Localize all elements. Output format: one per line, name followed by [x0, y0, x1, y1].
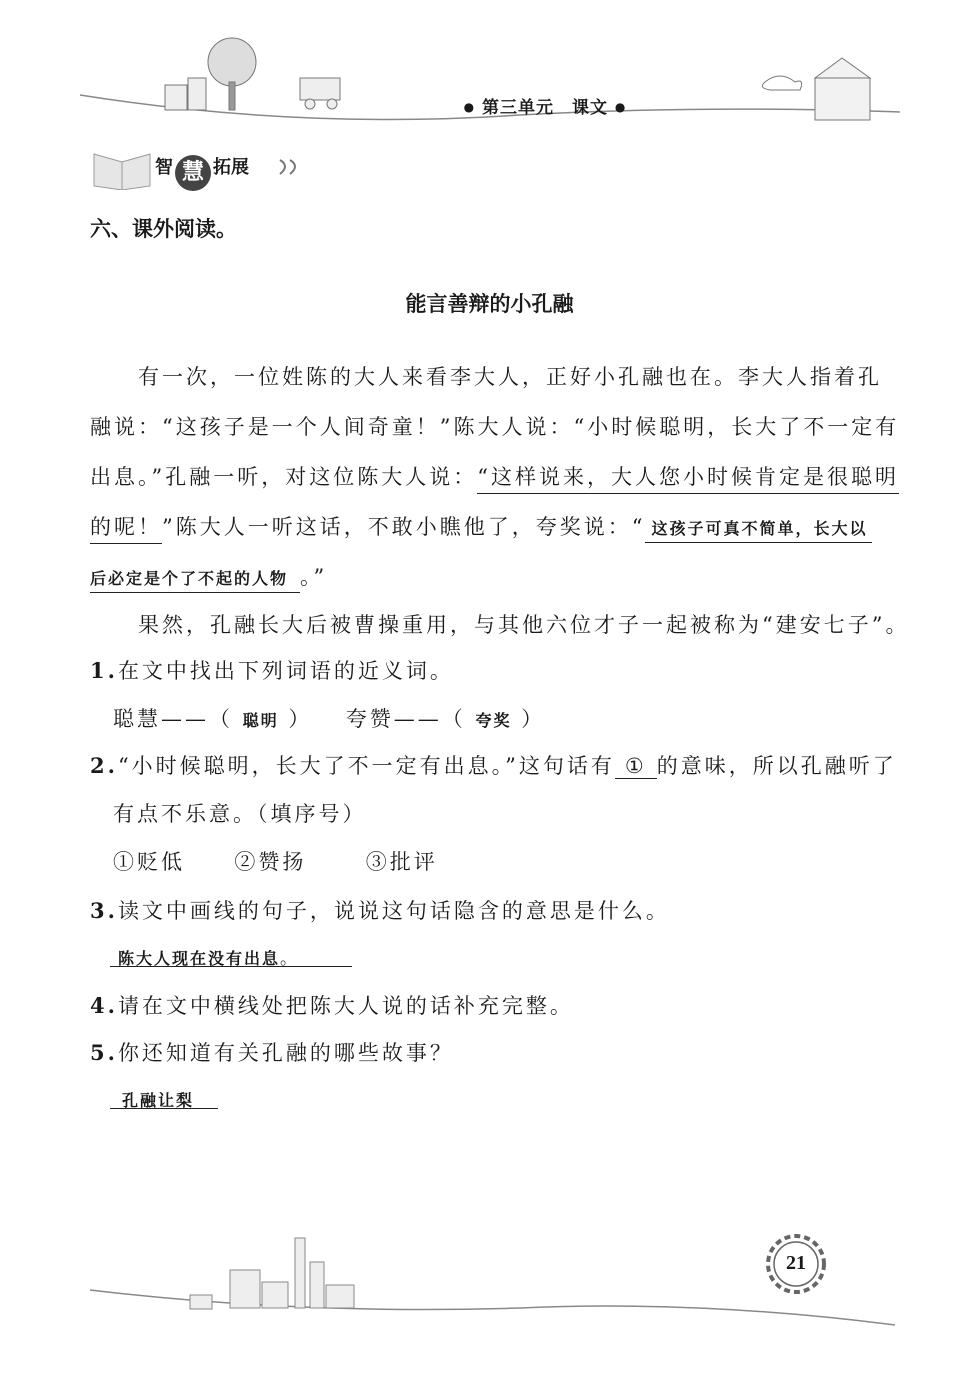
story-title: 能言善辩的小孔融: [405, 292, 574, 316]
story-line-4: 的呢！”陈大人一听这话，不敢小瞧他了，夸奖说：“ 这孩子可真不简单，长大以: [90, 511, 872, 541]
section-title: 六、课外阅读。: [90, 217, 237, 241]
header-decoration: [0, 0, 979, 140]
banner-title: 智 慧 拓展: [155, 153, 249, 191]
story-line-1: 有一次，一位姓陈的大人来看李大人，正好小孔融也在。李大人指着孔: [138, 365, 882, 389]
answer-1a: 聪明: [242, 711, 279, 730]
question-5: 5.你还知道有关孔融的哪些故事？: [90, 1040, 454, 1065]
fill-answer-part2: 后必定是个了不起的人物: [90, 569, 300, 593]
option-1: ①贬低: [113, 850, 185, 874]
tree-icon: [208, 38, 256, 110]
answer-1b: 夸奖: [475, 711, 512, 730]
story-line-5: 后必定是个了不起的人物 。”: [90, 561, 327, 591]
unit-label: ● 第三单元 课文 ●: [463, 98, 627, 118]
question-2-line-2: 有点不乐意。（填序号）: [113, 802, 367, 826]
city-skyline-icon: [190, 1238, 354, 1309]
story-line-2: 融说：“这孩子是一个人间奇童！”陈大人说：“小时候聪明，长大了不一定有: [90, 415, 900, 439]
answer-2: ①: [615, 754, 657, 779]
underlined-sentence-end: 的呢！: [90, 515, 162, 544]
question-1-answers: 聪慧——（ 聪明 ） 夸赞——（ 夸奖 ）: [113, 707, 546, 731]
question-2-options: [113, 846, 438, 876]
fill-answer-part1: 这孩子可真不简单，长大以: [645, 519, 871, 543]
story-line-3: 出息。”孔融一听，对这位陈大人说：“这样说来，大人您小时候肯定是很聪明: [90, 461, 899, 491]
answer-3-line: [110, 966, 352, 967]
buildings-icon: [165, 78, 340, 110]
option-3: ③批评: [365, 850, 438, 874]
question-3: 3.读文中画线的句子，说说这句话隐含的意思是什么。: [90, 898, 670, 923]
question-4: 4.请在文中横线处把陈大人说的话补充完整。: [90, 993, 574, 1018]
question-1: 1.在文中找出下列词语的近义词。: [90, 658, 454, 683]
story-line-6: 果然，孔融长大后被曹操重用，与其他六位才子一起被称为“建安七子”。: [138, 613, 910, 637]
house-icon: [762, 58, 870, 120]
answer-3: 陈大人现在没有出息。: [118, 949, 298, 969]
footer-decoration: [0, 1220, 979, 1340]
answer-5: 孔融让梨: [122, 1091, 195, 1110]
page-number: 21: [786, 1252, 806, 1274]
underlined-sentence: “这样说来，大人您小时候肯定是很聪明: [477, 465, 899, 494]
question-2: 2.“小时候聪明，长大了不一定有出息。”这句话有 ① 的意味，所以孔融听了: [90, 753, 897, 778]
option-2: ②赞扬: [234, 850, 307, 874]
answer-5-line: [110, 1108, 218, 1109]
